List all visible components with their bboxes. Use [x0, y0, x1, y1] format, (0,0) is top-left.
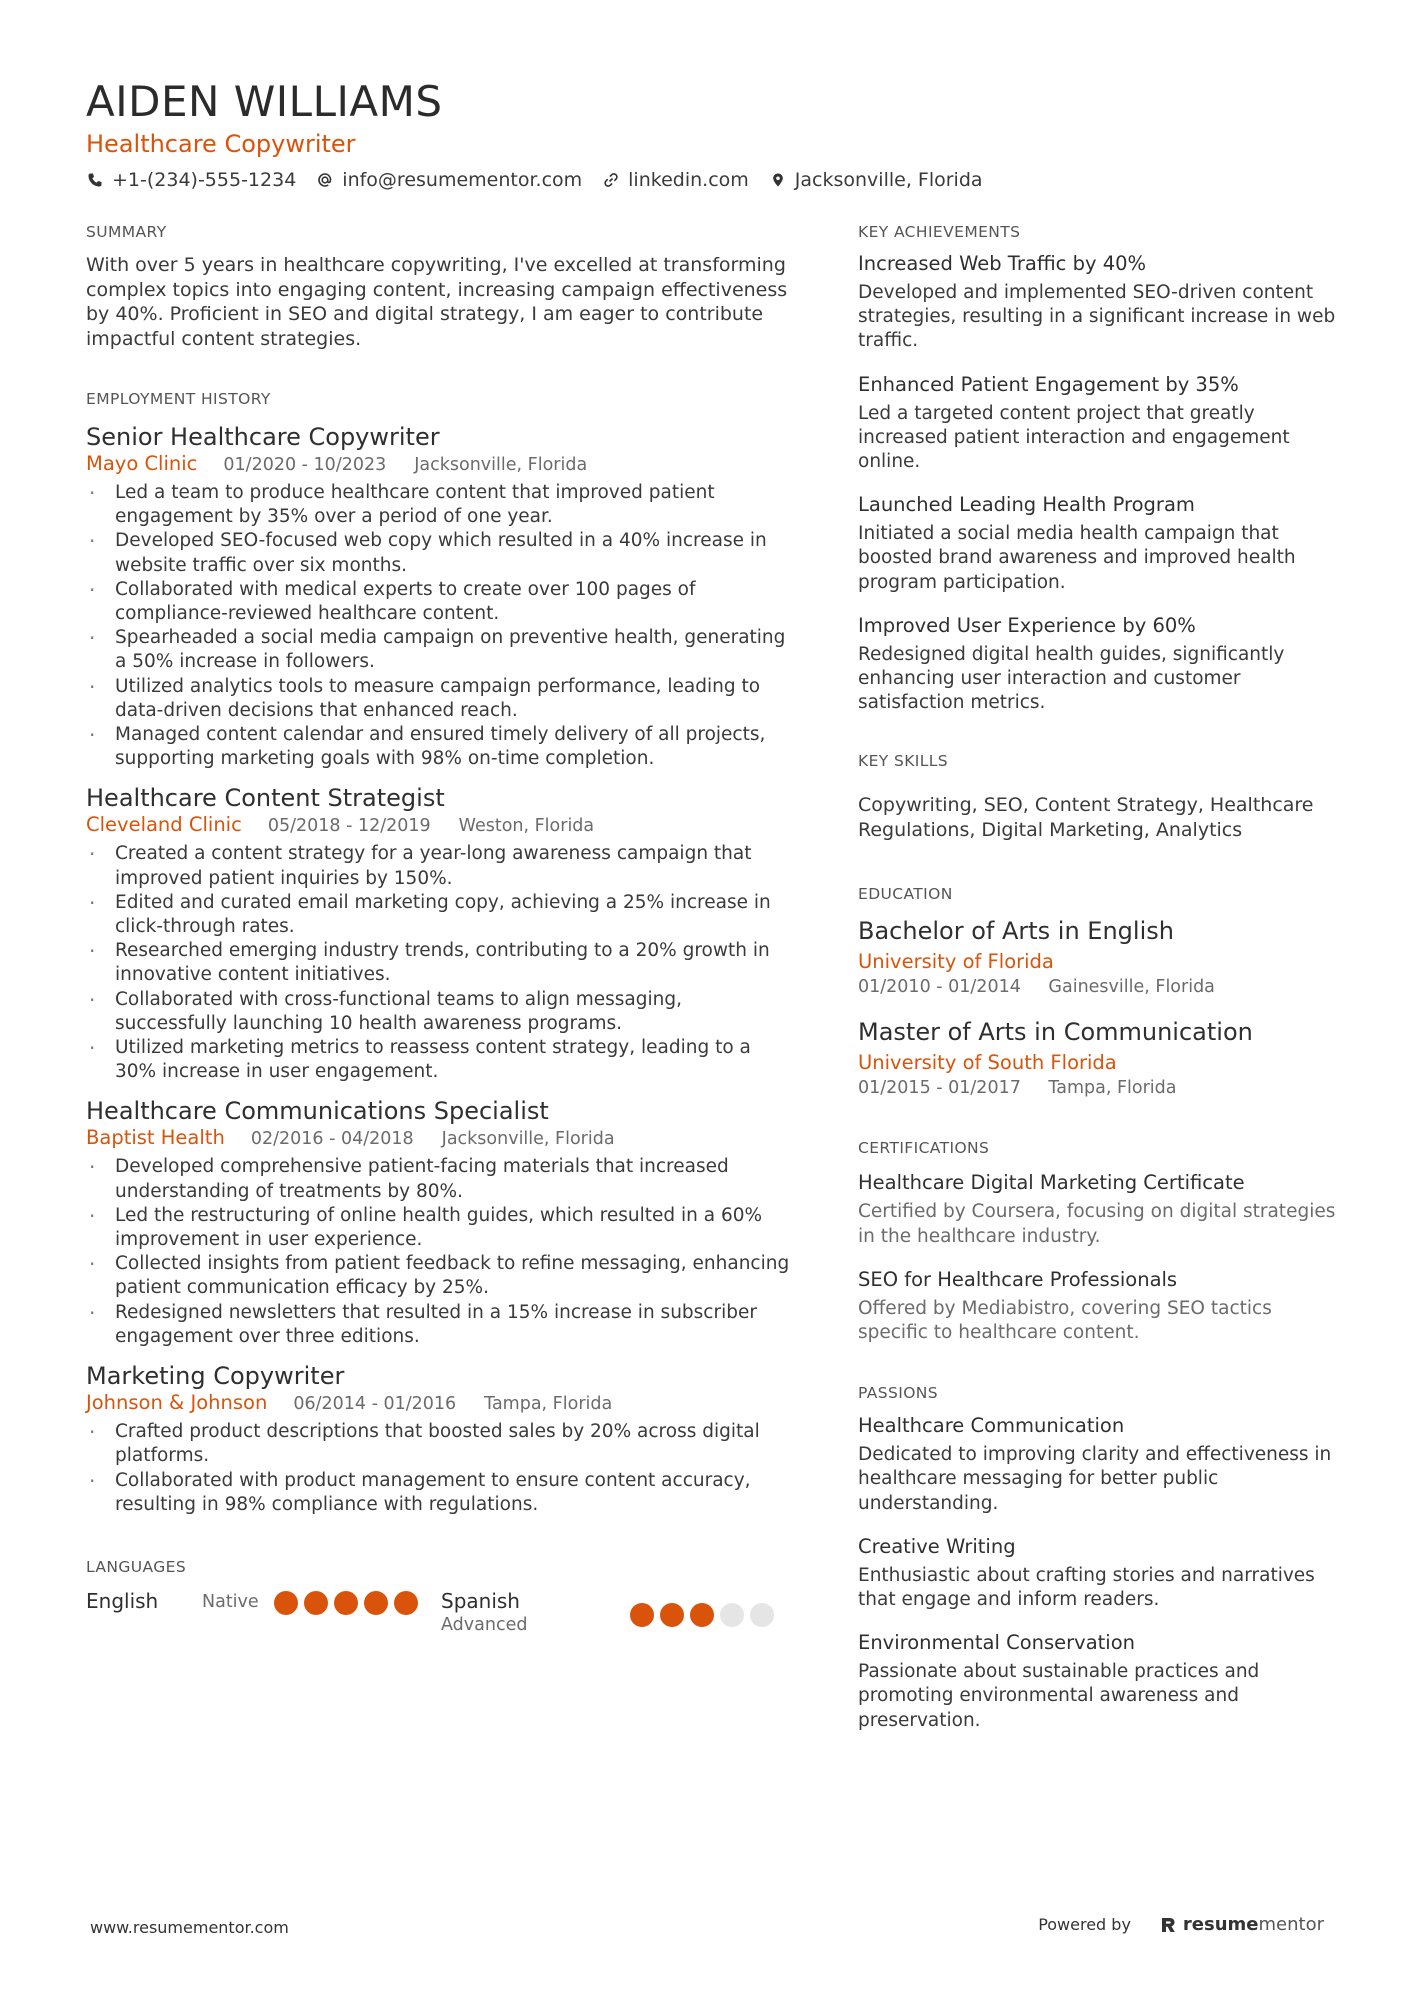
certifications-section	[858, 1138, 1336, 1345]
employment-section	[86, 389, 796, 1517]
job-company: Johnson & Johnson	[86, 1391, 268, 1415]
job-meta	[86, 452, 796, 477]
certification-title: Healthcare Digital Marketing Certificate	[858, 1171, 1245, 1195]
footer-website[interactable]: www.resumementor.com	[90, 1918, 289, 1937]
education-degree: Master of Arts in Communication	[858, 1018, 1253, 1047]
job-company: Baptist Health	[86, 1126, 225, 1150]
education-section	[858, 884, 1336, 1100]
education-heading: EDUCATION	[858, 885, 953, 904]
resume-header	[86, 78, 1324, 191]
passion-desc: Enthusiastic about crafting stories and narratives that engage and inform readers.	[858, 1564, 1315, 1611]
job-bullet: · Collected insights from patient feedback to refine messaging, enhancing patient communication efficacy by 25%.	[86, 1252, 796, 1300]
education-meta	[858, 1076, 1336, 1100]
at-icon	[316, 171, 334, 189]
job-meta	[86, 813, 796, 838]
certification-item	[858, 1267, 1336, 1345]
education-item	[858, 916, 1336, 999]
achievement-item	[858, 492, 1336, 595]
contact-linkedin-text[interactable]: linkedin.com	[628, 169, 749, 191]
job-entry	[86, 422, 796, 771]
job-bullets	[86, 1420, 796, 1517]
job-bullet: · Edited and curated email marketing copy, achieving a 25% increase in click-through rates.	[86, 891, 796, 939]
contact-phone-text: +1-(234)-555-1234	[112, 169, 297, 191]
footer-branding	[1038, 1914, 1324, 1935]
job-title: Healthcare Communications Specialist	[86, 1097, 549, 1126]
right-column	[858, 222, 1336, 1733]
rating-dot-filled	[304, 1591, 328, 1615]
passion-title: Creative Writing	[858, 1534, 1016, 1558]
passion-item	[858, 1413, 1336, 1516]
rating-dot-empty	[720, 1603, 744, 1627]
education-degree: Bachelor of Arts in English	[858, 917, 1174, 946]
job-bullet: · Led a team to produce healthcare content that improved patient engagement by 35% over a period of one year.	[86, 481, 796, 529]
achievement-item	[858, 372, 1336, 475]
job-bullet: · Collaborated with product management to ensure content accuracy, resulting in 98% compliance with regulations.	[86, 1469, 796, 1517]
job-dates: 05/2018 - 12/2019	[267, 816, 431, 837]
achievements-section	[858, 222, 1336, 715]
achievement-desc: Redesigned digital health guides, significantly enhancing user interaction and customer satisfaction metrics.	[858, 643, 1285, 714]
job-company: Cleveland Clinic	[86, 813, 242, 837]
achievement-title: Increased Web Traffic by 40%	[858, 252, 1147, 275]
certification-title: SEO for Healthcare Professionals	[858, 1267, 1178, 1291]
job-company: Mayo Clinic	[86, 452, 198, 475]
contact-email-text[interactable]: info@resumementor.com	[342, 169, 583, 191]
languages-row	[86, 1589, 796, 1639]
job-bullet: · Led the restructuring of online health guides, which resulted in a 60% improvement in user experience.	[86, 1204, 796, 1252]
rating-dot-filled	[364, 1591, 388, 1615]
job-location: Jacksonville, Florida	[414, 455, 588, 475]
rating-dot-filled	[660, 1603, 684, 1627]
passions-section	[858, 1383, 1336, 1733]
powered-by-label: Powered by	[1038, 1915, 1131, 1934]
education-school: University of Florida	[858, 950, 1054, 974]
contact-location-text: Jacksonville, Florida	[794, 169, 983, 191]
contact-location	[769, 169, 983, 191]
job-dates: 01/2020 - 10/2023	[223, 455, 387, 475]
location-pin-icon	[769, 171, 787, 189]
rating-dot-filled	[274, 1591, 298, 1615]
job-entry	[86, 783, 796, 1084]
achievement-item	[858, 613, 1336, 716]
language-item	[86, 1589, 441, 1639]
passion-title: Environmental Conservation	[858, 1631, 1135, 1655]
job-meta	[86, 1391, 796, 1416]
job-location: Jacksonville, Florida	[441, 1129, 615, 1150]
rating-dot-filled	[334, 1591, 358, 1615]
skills-heading: KEY SKILLS	[858, 752, 949, 771]
contact-row	[86, 169, 1324, 191]
rating-dot-filled	[690, 1603, 714, 1627]
language-level: Native	[202, 1591, 259, 1612]
certification-item	[858, 1170, 1336, 1248]
brand-name-bold: resume	[1182, 1914, 1259, 1935]
language-rating	[274, 1591, 424, 1615]
language-name: English	[86, 1588, 159, 1613]
passion-item	[858, 1534, 1336, 1612]
rating-dot-empty	[750, 1603, 774, 1627]
education-item	[858, 1017, 1336, 1100]
languages-section	[86, 1557, 796, 1639]
job-location: Weston, Florida	[458, 816, 595, 837]
education-dates: 01/2015 - 01/2017	[858, 1078, 1021, 1099]
achievement-title: Launched Leading Health Program	[858, 493, 1195, 517]
job-entry	[86, 1361, 796, 1517]
job-bullet: · Created a content strategy for a year-long awareness campaign that improved patient inquiries by 150%.	[86, 842, 796, 890]
contact-phone	[86, 169, 296, 191]
job-title: Senior Healthcare Copywriter	[86, 423, 440, 451]
education-school: University of South Florida	[858, 1051, 1117, 1075]
achievement-item	[858, 251, 1336, 354]
job-bullet: · Managed content calendar and ensured timely delivery of all projects, supporting marketing goals with 98% on-time completion.	[86, 723, 796, 771]
education-dates: 01/2010 - 01/2014	[858, 977, 1021, 998]
link-icon	[602, 171, 620, 189]
job-title: Healthcare Content Strategist	[86, 784, 445, 813]
candidate-name: AIDEN WILLIAMS	[86, 77, 443, 126]
phone-icon	[86, 171, 104, 189]
job-title: Marketing Copywriter	[86, 1362, 345, 1391]
language-name: Spanish	[441, 1588, 520, 1613]
job-bullet: · Redesigned newsletters that resulted in a 15% increase in subscriber engagement over three editions.	[86, 1301, 796, 1349]
rating-dot-filled	[394, 1591, 418, 1615]
achievement-title: Enhanced Patient Engagement by 35%	[858, 372, 1239, 396]
achievement-desc: Led a targeted content project that greatly increased patient interaction and engagement online.	[858, 402, 1290, 473]
job-bullet: · Spearheaded a social media campaign on preventive health, generating a 50% increase in followers.	[86, 626, 796, 674]
passions-heading: PASSIONS	[858, 1384, 939, 1403]
education-location: Gainesville, Florida	[1048, 977, 1215, 998]
language-item	[441, 1589, 796, 1639]
brand-logo[interactable]	[1159, 1914, 1324, 1935]
skills-text: Copywriting, SEO, Content Strategy, Healthcare Regulations, Digital Marketing, Analytics	[858, 794, 1314, 841]
summary-text: With over 5 years in healthcare copywriting, I've excelled at transforming complex topics into engaging content, increasing campaign effectiveness by 40%. Proficient in SEO and digital strategy, I am eager to contribute impactful content strategies.	[86, 254, 788, 350]
job-dates: 06/2014 - 01/2016	[293, 1394, 457, 1415]
job-meta	[86, 1126, 796, 1151]
education-location: Tampa, Florida	[1048, 1078, 1177, 1099]
rating-dot-filled	[630, 1603, 654, 1627]
job-bullet: · Developed SEO-focused web copy which resulted in a 40% increase in website traffic over six months.	[86, 529, 796, 577]
achievements-heading: KEY ACHIEVEMENTS	[858, 223, 1021, 241]
contact-linkedin[interactable]	[602, 169, 749, 191]
left-column	[86, 222, 796, 1639]
brand-name-light: mentor	[1258, 1914, 1324, 1935]
skills-section	[858, 751, 1336, 842]
certifications-heading: CERTIFICATIONS	[858, 1139, 990, 1158]
achievement-desc: Initiated a social media health campaign that boosted brand awareness and improved health program participation.	[858, 523, 1296, 593]
job-bullet: · Collaborated with cross-functional teams to align messaging, successfully launching 10 health awareness programs.	[86, 988, 796, 1036]
job-bullets	[86, 842, 796, 1084]
job-bullets	[86, 481, 796, 771]
candidate-role: Healthcare Copywriter	[86, 130, 356, 158]
resumementor-logo-icon	[1159, 1916, 1177, 1934]
language-rating	[630, 1603, 780, 1627]
summary-heading: SUMMARY	[86, 223, 167, 241]
achievement-title: Improved User Experience by 60%	[858, 613, 1196, 637]
passion-desc: Dedicated to improving clarity and effectiveness in healthcare messaging for better public understanding.	[858, 1444, 1332, 1514]
job-bullet: · Collaborated with medical experts to create over 100 pages of compliance-reviewed healthcare content.	[86, 578, 796, 626]
employment-heading: EMPLOYMENT HISTORY	[86, 390, 271, 408]
job-location: Tampa, Florida	[484, 1394, 613, 1415]
passion-title: Healthcare Communication	[858, 1414, 1125, 1438]
passion-item	[858, 1630, 1336, 1733]
job-bullet: · Developed comprehensive patient-facing materials that increased understanding of treatments by 80%.	[86, 1155, 796, 1203]
job-bullets	[86, 1155, 796, 1349]
contact-email[interactable]	[316, 169, 582, 191]
job-bullet: · Utilized marketing metrics to reassess content strategy, leading to a 30% increase in user engagement.	[86, 1036, 796, 1084]
job-bullet: · Utilized analytics tools to measure campaign performance, leading to data-driven decisions that enhanced reach.	[86, 675, 796, 723]
certification-desc: Offered by Mediabistro, covering SEO tactics specific to healthcare content.	[858, 1297, 1272, 1344]
language-level: Advanced	[441, 1614, 528, 1635]
job-entry	[86, 1096, 796, 1349]
certification-desc: Certified by Coursera, focusing on digital strategies in the healthcare industry.	[858, 1201, 1336, 1247]
job-bullet: · Crafted product descriptions that boosted sales by 20% across digital platforms.	[86, 1420, 796, 1468]
summary-section	[86, 222, 796, 351]
education-meta	[858, 975, 1336, 999]
languages-heading: LANGUAGES	[86, 1557, 187, 1576]
achievement-desc: Developed and implemented SEO-driven content strategies, resulting in a significant increase in web traffic.	[858, 282, 1336, 352]
passion-desc: Passionate about sustainable practices and promoting environmental awareness and preservation.	[858, 1661, 1260, 1731]
job-bullet: · Researched emerging industry trends, contributing to a 20% growth in innovative content initiatives.	[86, 939, 796, 987]
job-dates: 02/2016 - 04/2018	[250, 1129, 414, 1150]
